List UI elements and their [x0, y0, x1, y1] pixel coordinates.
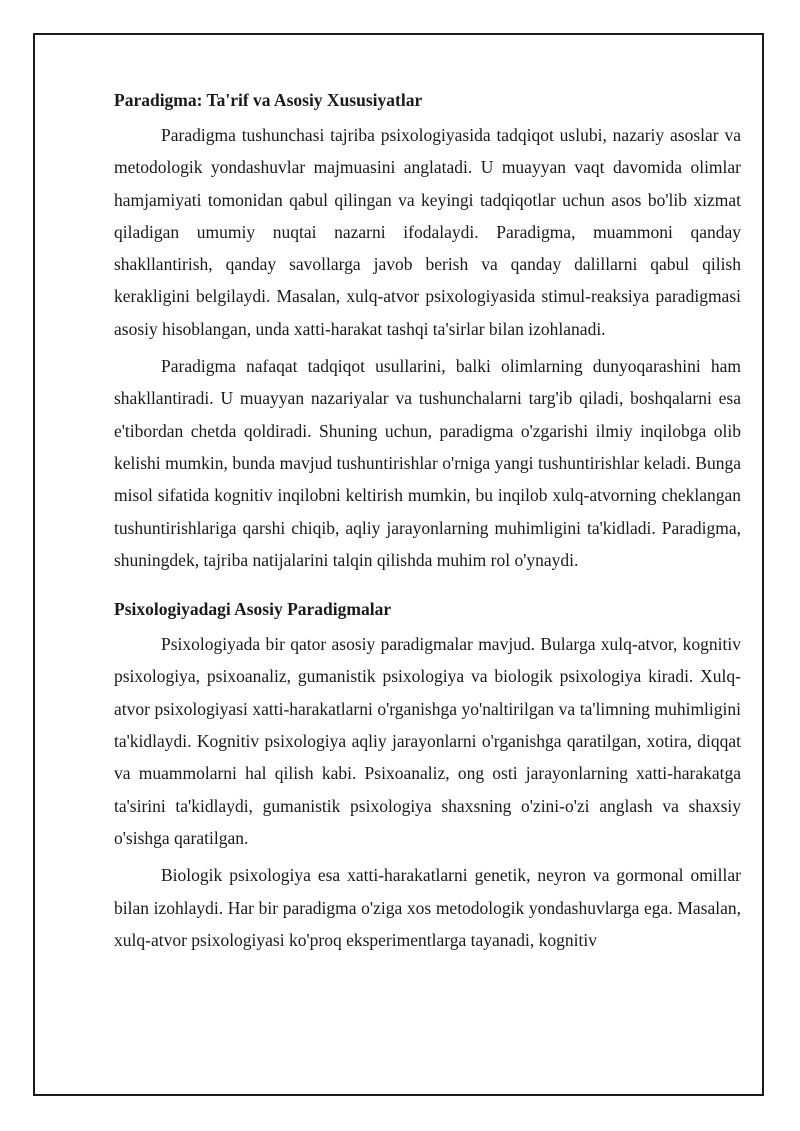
paragraph: Paradigma tushunchasi tajriba psixologiyasida tadqiqot uslubi, nazariy asoslar va metodologik yondashuvlar majmuasini anglatadi. U muayyan vaqt davomida olimlar hamjamiyati tomonidan qabul qilingan va keyingi tadqiqotlar uchun asos bo'lib xizmat qiladigan umumiy nuqtai nazarni ifodalaydi. Paradigma, muammoni qanday shakllantirish, qanday savollarga javob berish va qanday dalillarni qabul qilish kerakligini belgilaydi. Masalan, xulq-atvor psixologiyasida stimul-reaksiya paradigmasi asosiy hisoblangan, unda xatti-harakat tashqi ta'sirlar bilan izohlanadi. [114, 125, 741, 339]
paragraph: Biologik psixologiya esa xatti-harakatlarni genetik, neyron va gormonal omillar bilan izohlaydi. Har bir paradigma o'ziga xos metodologik yondashuvlarga ega. Masalan, xulq-atvor psixologiyasi ko'proq eksperimentlarga tayanadi, kognitiv [114, 865, 741, 950]
paragraph: Psixologiyada bir qator asosiy paradigmalar mavjud. Bularga xulq-atvor, kognitiv psixologiya, psixoanaliz, gumanistik psixologiya va biologik psixologiya kiradi. Xulq-atvor psixologiyasi xatti-harakatlarni o'rganishga yo'naltirilgan va ta'limning muhimligini ta'kidlaydi. Kognitiv psixologiya aqliy jarayonlarni o'rganishga qaratilgan, xotira, diqqat va muammolarni hal qilish kabi. Psixoanaliz, ong osti jarayonlarning xatti-harakatga ta'sirini ta'kidlaydi, gumanistik psixologiya shaxsning o'zini-o'zi anglash va shaxsiy o'sishga qaratilgan. [114, 634, 741, 848]
section-heading-paradigm-definition: Paradigma: Ta'rif va Asosiy Xususiyatlar [114, 90, 423, 110]
document-body [114, 84, 741, 961]
section-heading-main-paradigms: Psixologiyadagi Asosiy Paradigmalar [114, 599, 392, 620]
paragraph: Paradigma nafaqat tadqiqot usullarini, balki olimlarning dunyoqarashini ham shakllantiradi. U muayyan nazariyalar va tushunchalarni targ'ib qiladi, boshqalarni esa e'tibordan chetda qoldiradi. Shuning uchun, paradigma o'zgarishi ilmiy inqilobga olib kelishi mumkin, bunda mavjud tushuntirishlar o'rniga yangi tushuntirishlar keladi. Bunga misol sifatida kognitiv inqilobni keltirish mumkin, bu inqilob xulq-atvorning cheklangan tushuntirishlariga qarshi chiqib, aqliy jarayonlarning muhimligini ta'kidladi. Paradigma, shuningdek, tajriba natijalarini talqin qilishda muhim rol o'ynaydi. [114, 356, 741, 570]
